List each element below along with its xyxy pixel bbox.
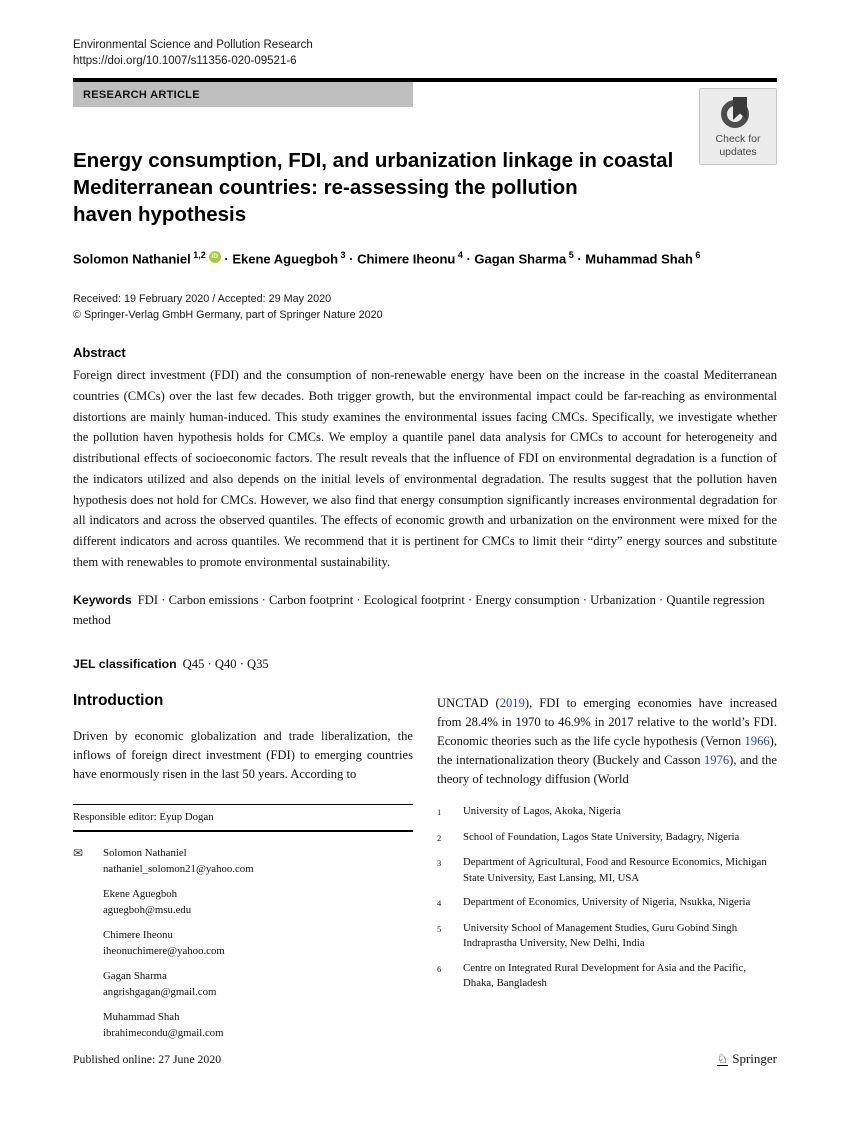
intro-right-column <box>437 692 777 789</box>
contact-block <box>73 1010 413 1041</box>
affiliation-item <box>437 921 777 952</box>
article-header <box>73 78 777 158</box>
contact-block <box>73 887 413 918</box>
contact-email[interactable]: angrishgagan@gmail.com <box>103 985 217 998</box>
intro-columns <box>73 692 777 789</box>
affiliation-number: 2 <box>437 832 442 843</box>
contact-email[interactable]: aguegboh@msu.edu <box>103 903 192 916</box>
envelope-spacer <box>73 928 103 959</box>
citation-link[interactable]: 1976 <box>703 753 730 768</box>
author-line <box>73 250 777 266</box>
page-footer <box>73 1051 777 1067</box>
springer-logo <box>717 1051 777 1067</box>
author-separator: · <box>573 251 586 267</box>
affiliation-item <box>437 855 777 886</box>
contact-name: Muhammad Shah <box>103 1011 180 1024</box>
introduction-left-paragraph: Driven by economic globalization and trade liberalization, the inflows of foreign direct investment (FDI) to emerging countries have enormously risen in the last 50 years. According to <box>73 729 413 782</box>
envelope-spacer <box>73 887 103 918</box>
contact-name: Gagan Sharma <box>103 970 167 983</box>
contact-email[interactable]: ibrahimecondu@gmail.com <box>103 1026 224 1039</box>
affiliation-text: Department of Agricultural, Food and Resource Economics, Michigan State University, East Lansing, MI, USA <box>463 856 767 884</box>
contact-block <box>73 969 413 1000</box>
affiliation-number: 6 <box>437 963 442 974</box>
author-name: Chimere Iheonu <box>357 251 456 267</box>
keywords-label: Keywords <box>73 593 132 608</box>
introduction-right-paragraph <box>437 694 777 789</box>
affiliation-number: 1 <box>437 807 442 818</box>
affiliation-text: School of Foundation, Lagos State University, Badagry, Nigeria <box>463 830 740 843</box>
badge-text-line1: Check for <box>715 133 761 145</box>
contact-name: Ekene Aguegboh <box>103 888 178 901</box>
affiliation-text: Centre on Integrated Rural Development for Asia and the Pacific, Dhaka, Bangladesh <box>463 961 747 990</box>
article-dates <box>73 292 777 323</box>
text-run: ), the internationalization theory (Buckely and Casson <box>437 734 777 768</box>
jel-line <box>73 654 777 674</box>
article-type-banner <box>73 82 413 107</box>
intro-left-column <box>73 692 413 789</box>
paper-title: Energy consumption, FDI, and urbanization linkage in coastal Mediterranean countries: re-assessing the pollution haven hypothesis <box>73 149 674 226</box>
contact-email[interactable]: nathaniel_solomon21@yahoo.com <box>103 862 254 875</box>
keywords-values: FDI · Carbon emissions · Carbon footprint · Ecological footprint · Energy consumption · Urbanization · Quantile regression method <box>73 593 765 628</box>
contact-body <box>103 846 254 877</box>
affiliation-list <box>437 804 777 1051</box>
received-accepted: Received: 19 February 2020 / Accepted: 29 May 2020 <box>73 293 332 306</box>
contact-body <box>103 928 225 959</box>
author-affiliation-ref: 5 <box>566 250 574 260</box>
contact-name: Chimere Iheonu <box>103 929 173 942</box>
jel-label: JEL classification <box>73 657 177 672</box>
responsible-editor-note: Responsible editor: Eyup Dogan <box>73 804 413 832</box>
jel-values: Q45 · Q40 · Q35 <box>182 657 269 672</box>
footnote-left-column <box>73 804 413 1051</box>
author-name: Ekene Aguegboh <box>232 251 339 267</box>
text-run: UNCTAD ( <box>437 696 500 711</box>
affiliation-number: 3 <box>437 858 442 869</box>
contact-body <box>103 969 216 1000</box>
affiliation-text: University School of Management Studies, Guru Gobind Singh Indraprastha University, New Delhi, India <box>463 921 738 950</box>
doi-link[interactable]: https://doi.org/10.1007/s11356-020-09521-6 <box>73 55 297 67</box>
affiliation-item <box>437 961 777 992</box>
contact-block <box>73 846 413 877</box>
keywords-line <box>73 590 777 630</box>
contact-name: Solomon Nathaniel <box>103 847 187 860</box>
author-affiliation-ref: 4 <box>455 250 463 260</box>
author-affiliation-ref: 3 <box>338 250 346 260</box>
author-affiliation-ref: 6 <box>692 250 701 260</box>
introduction-heading: Introduction <box>73 692 164 710</box>
author-separator: · <box>220 251 233 267</box>
abstract-heading: Abstract <box>73 345 126 361</box>
crossmark-icon <box>719 95 757 131</box>
journal-name: Environmental Science and Pollution Research <box>73 39 313 51</box>
affiliation-text: Department of Economics, University of Nigeria, Nsukka, Nigeria <box>463 896 751 909</box>
author-affiliation-ref: 1,2 <box>190 250 206 260</box>
citation-link[interactable]: 1966 <box>744 734 770 749</box>
springer-wordmark: Springer <box>732 1051 777 1066</box>
badge-text-line2: updates <box>719 145 757 158</box>
author-separator: · <box>345 251 358 267</box>
envelope-icon: ✉ <box>73 846 84 861</box>
contact-body <box>103 1010 224 1041</box>
contact-block <box>73 928 413 959</box>
affiliation-item <box>437 830 777 847</box>
contact-list <box>73 846 413 1041</box>
article-type-label: RESEARCH ARTICLE <box>83 88 200 101</box>
contact-body <box>103 887 191 918</box>
author-name: Muhammad Shah <box>585 251 693 267</box>
abstract-text: Foreign direct investment (FDI) and the consumption of non-renewable energy have been on the increase in the coastal Mediterranean countries (CMCs) over the last few decades. Both trigger growth, but the environmental impact could be far-reaching as environmental distortions are mainly human-induced. This study examines the environmental issues facing CMCs. Specifically, we investigate whether the pollution haven hypothesis holds for CMCs. We employ a quantile panel data analysis for CMCs to account for heterogeneity and distributional effects of socioeconomic factors. The result reveals that the influence of FDI on environmental degradation is a function of the indicators utilized and also depends on the initial levels of environmental degradation. The results suggest that the pollution haven hypothesis does not hold for CMCs. However, we also find that energy consumption significantly increases environmental degradation for all indicators and across the observed quantiles. The effects of economic growth and urbanization on the environment were mixed for the different indicators and across quantiles. We recommend that it is pertinent for CMCs to limit their “dirty” energy sources and substitute them with renewables to promote environmental sustainability. <box>73 368 777 569</box>
author-separator: · <box>462 251 475 267</box>
author-name: Solomon Nathaniel <box>73 251 191 267</box>
citation-link[interactable]: 2019 <box>499 696 525 711</box>
affiliation-item <box>437 804 777 821</box>
affiliation-text: University of Lagos, Akoka, Nigeria <box>463 805 621 818</box>
envelope-spacer <box>73 1010 103 1041</box>
affiliation-number: 5 <box>437 923 442 934</box>
text-run: ), and the theory of technology diffusion (World <box>437 753 777 787</box>
affiliation-item <box>437 895 777 912</box>
check-for-updates-badge[interactable] <box>699 88 777 165</box>
springer-knight-icon: ♘ <box>716 1051 729 1066</box>
published-online: Published online: 27 June 2020 <box>73 1051 222 1066</box>
envelope-spacer <box>73 969 103 1000</box>
author-name: Gagan Sharma <box>474 251 567 267</box>
text-run: ), FDI to emerging economies have increased from 28.4% in 1970 to 46.9% in 2017 relative to the world’s FDI. Economic theories such as the life cycle hypothesis (Vernon <box>437 696 777 749</box>
copyright-line: © Springer-Verlag GmbH Germany, part of Springer Nature 2020 <box>73 308 383 321</box>
contact-email[interactable]: iheonuchimere@yahoo.com <box>103 944 225 957</box>
affiliation-number: 4 <box>437 898 442 909</box>
orcid-icon[interactable]: iD <box>209 251 221 263</box>
footnote-area <box>73 804 777 1051</box>
